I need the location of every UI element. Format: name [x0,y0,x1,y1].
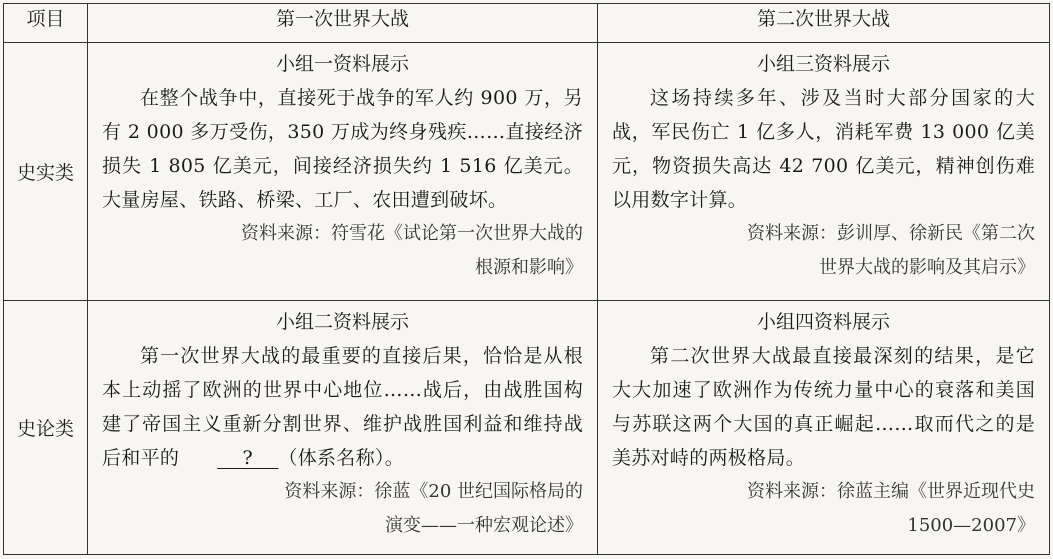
header-row [4,4,1050,43]
group1-source-line2: 根源和影响》 [475,257,583,278]
header-ww2: 第二次世界大战 [598,4,1050,43]
answer-blank: ? [217,447,279,469]
row-label-opinions: 史论类 [4,301,88,555]
group4-source-line1: 资料来源：徐蓝主编《世界近现代史 [747,481,1035,502]
group2-text-tail: （体系名称）。 [278,447,405,469]
group2-source-line1: 资料来源：徐蓝《20 世纪国际格局的 [284,481,583,502]
header-item: 项目 [4,4,88,43]
row-facts [4,43,1050,301]
group1-text: 在整个战争中，直接死于战争的军人约 900 万，另有 2 000 多万受伤，350 万成为终身残疾……直接经济损失 1 805 亿美元，间接经济损失约 1 516 亿美元。大量房屋、铁路、桥梁、工厂、农田遭到破坏。 [102,87,583,211]
group1-source-line1: 资料来源：符雪花《试论第一次世界大战的 [241,223,583,244]
cell-group3 [598,43,1050,301]
group3-title: 小组三资料展示 [756,53,890,75]
cell-group2 [88,301,598,555]
group2-text [102,339,583,475]
group3-source-line2: 世界大战的影响及其启示》 [819,257,1035,278]
cell-group4 [598,301,1050,555]
group2-source-line2: 演变——一种宏观论述》 [385,515,583,536]
group4-title: 小组四资料展示 [756,311,890,333]
group3-text: 这场持续多年、涉及当时大部分国家的大战，军民伤亡 1 亿多人，消耗军费 13 000 亿美元，物资损失高达 42 700 亿美元，精神创伤难以用数字计算。 [612,87,1035,211]
group4-text: 第二次世界大战最直接最深刻的结果，是它大大加速了欧洲作为传统力量中心的衰落和美国与苏联这两个大国的真正崛起……取而代之的是美苏对峙的两极格局。 [612,345,1035,469]
group1-title: 小组一资料展示 [275,53,409,75]
row-opinions [4,301,1050,555]
header-ww1: 第一次世界大战 [88,4,598,43]
group2-text-main: 第一次世界大战的最重要的直接后果，恰恰是从根本上动摇了欧洲的世界中心地位……战后，由战胜国构建了帝国主义重新分割世界、维护战胜国利益和维持战后和平的 [102,345,583,469]
group4-source-line2: 1500—2007》 [907,515,1035,536]
group3-source-line1: 资料来源：彭训厚、徐新民《第二次 [747,223,1035,244]
comparison-table [3,3,1050,555]
group2-title: 小组二资料展示 [275,311,409,333]
row-label-facts: 史实类 [4,43,88,301]
cell-group1 [88,43,598,301]
